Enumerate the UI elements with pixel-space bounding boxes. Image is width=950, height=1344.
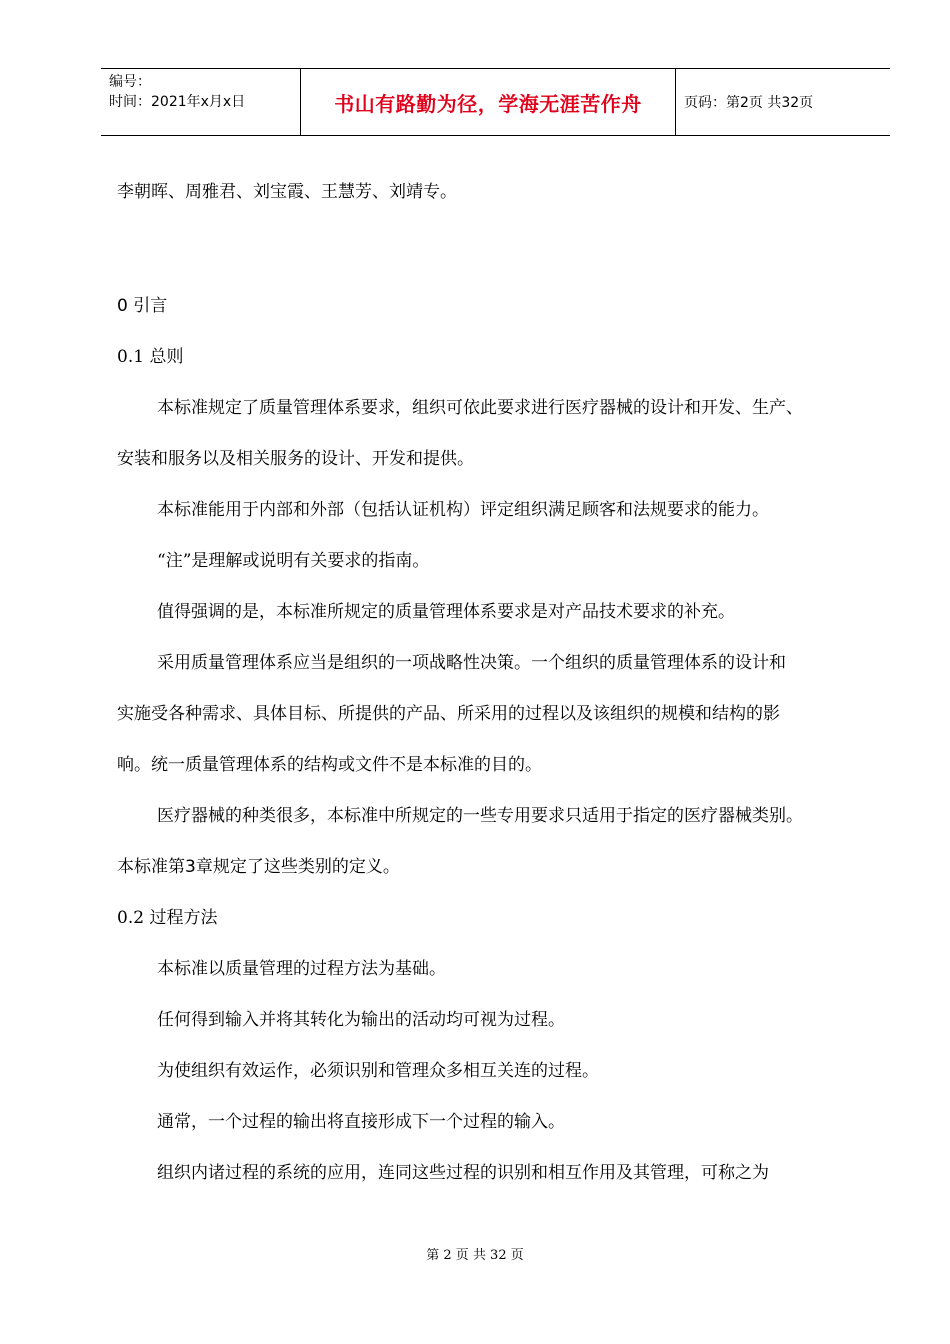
paragraph: 响。统一质量管理体系的结构或文件不是本标准的目的。 [117,755,542,775]
paragraph: 通常，一个过程的输出将直接形成下一个过程的输入。 [157,1112,565,1132]
time-label: 时间：2021年x月x日 [109,94,246,110]
document-body [117,172,892,1204]
heading-process-approach: 0.2 过程方法 [117,908,218,928]
paragraph: 本标准规定了质量管理体系要求，组织可依此要求进行医疗器械的设计和开发、生产、 [157,398,803,418]
heading-introduction: 0 引言 [117,296,168,316]
paragraph: 值得强调的是，本标准所规定的质量管理体系要求是对产品技术要求的补充。 [157,602,735,622]
paragraph: 任何得到输入并将其转化为输出的活动均可视为过程。 [157,1010,565,1030]
heading-general: 0.1 总则 [117,347,184,367]
paragraph: 医疗器械的种类很多，本标准中所规定的一些专用要求只适用于指定的医疗器械类别。 [157,806,803,826]
paragraph-names: 李朝晖、周雅君、刘宝霞、王慧芳、刘靖专。 [117,182,457,202]
paragraph: 安装和服务以及相关服务的设计、开发和提供。 [117,449,474,469]
header-page-info: 页码：第2页 共32页 [684,95,814,111]
paragraph: 本标准以质量管理的过程方法为基础。 [157,959,446,979]
header-motto: 书山有路勤为径，学海无涯苦作舟 [301,69,676,135]
paragraph: 本标准第3章规定了这些类别的定义。 [117,857,400,877]
paragraph: 为使组织有效运作，必须识别和管理众多相互关连的过程。 [157,1061,599,1081]
paragraph: 采用质量管理体系应当是组织的一项战略性决策。一个组织的质量管理体系的设计和 [157,653,786,673]
number-label: 编号： [109,74,151,90]
paragraph: 本标准能用于内部和外部（包括认证机构）评定组织满足顾客和法规要求的能力。 [157,500,769,520]
page-footer: 第 2 页 共 32 页 [426,1248,524,1263]
paragraph: 组织内诸过程的系统的应用，连同这些过程的识别和相互作用及其管理，可称之为 [157,1163,769,1183]
paragraph: 实施受各种需求、具体目标、所提供的产品、所采用的过程以及该组织的规模和结构的影 [117,704,780,724]
paragraph-note: “注”是理解或说明有关要求的指南。 [157,551,430,571]
header-meta [101,69,301,135]
spacer [117,223,892,286]
page-header [101,68,890,136]
